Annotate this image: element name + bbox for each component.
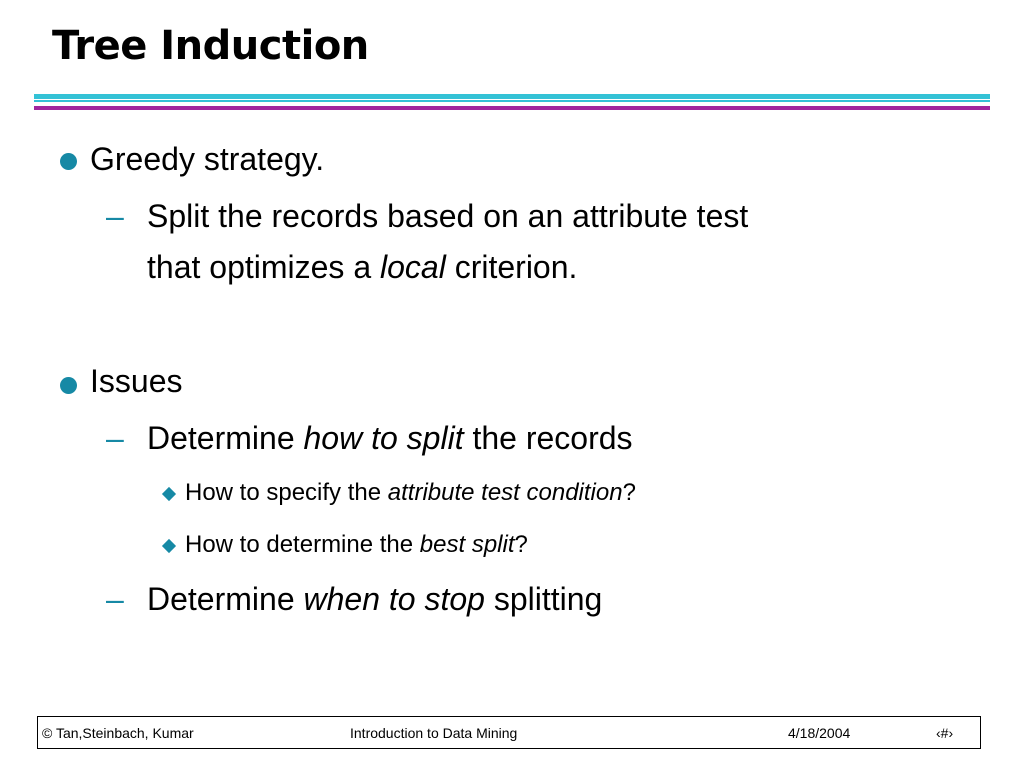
sub-split-records-line2: that optimizes a local criterion. xyxy=(147,249,578,285)
diamond-bullet-icon xyxy=(162,487,176,501)
bullet-greedy-strategy: Greedy strategy. xyxy=(90,141,325,177)
bullet-issues: Issues xyxy=(90,363,183,399)
diamond-bullet-icon xyxy=(162,539,176,553)
footer-page-number: ‹#› xyxy=(936,725,954,741)
dash-icon: – xyxy=(106,198,124,234)
sub-determine-when-to-stop: Determine when to stop splitting xyxy=(147,581,603,617)
footer-copyright: © Tan,Steinbach, Kumar xyxy=(42,725,194,741)
footer-date: 4/18/2004 xyxy=(788,725,851,741)
slide-title: Tree Induction xyxy=(52,23,369,69)
sub-determine-how-to-split: Determine how to split the records xyxy=(147,420,633,456)
footer-course-title: Introduction to Data Mining xyxy=(350,725,518,741)
dash-icon: – xyxy=(106,581,124,617)
bullet-dot-icon xyxy=(60,153,77,170)
bullet-dot-icon xyxy=(60,377,77,394)
sub-split-records-line1: Split the records based on an attribute test xyxy=(147,198,749,234)
slide-footer xyxy=(37,716,981,749)
item-best-split: How to determine the best split? xyxy=(185,531,528,558)
item-attribute-test-condition: How to specify the attribute test condition? xyxy=(185,479,636,506)
dash-icon: – xyxy=(106,420,124,456)
